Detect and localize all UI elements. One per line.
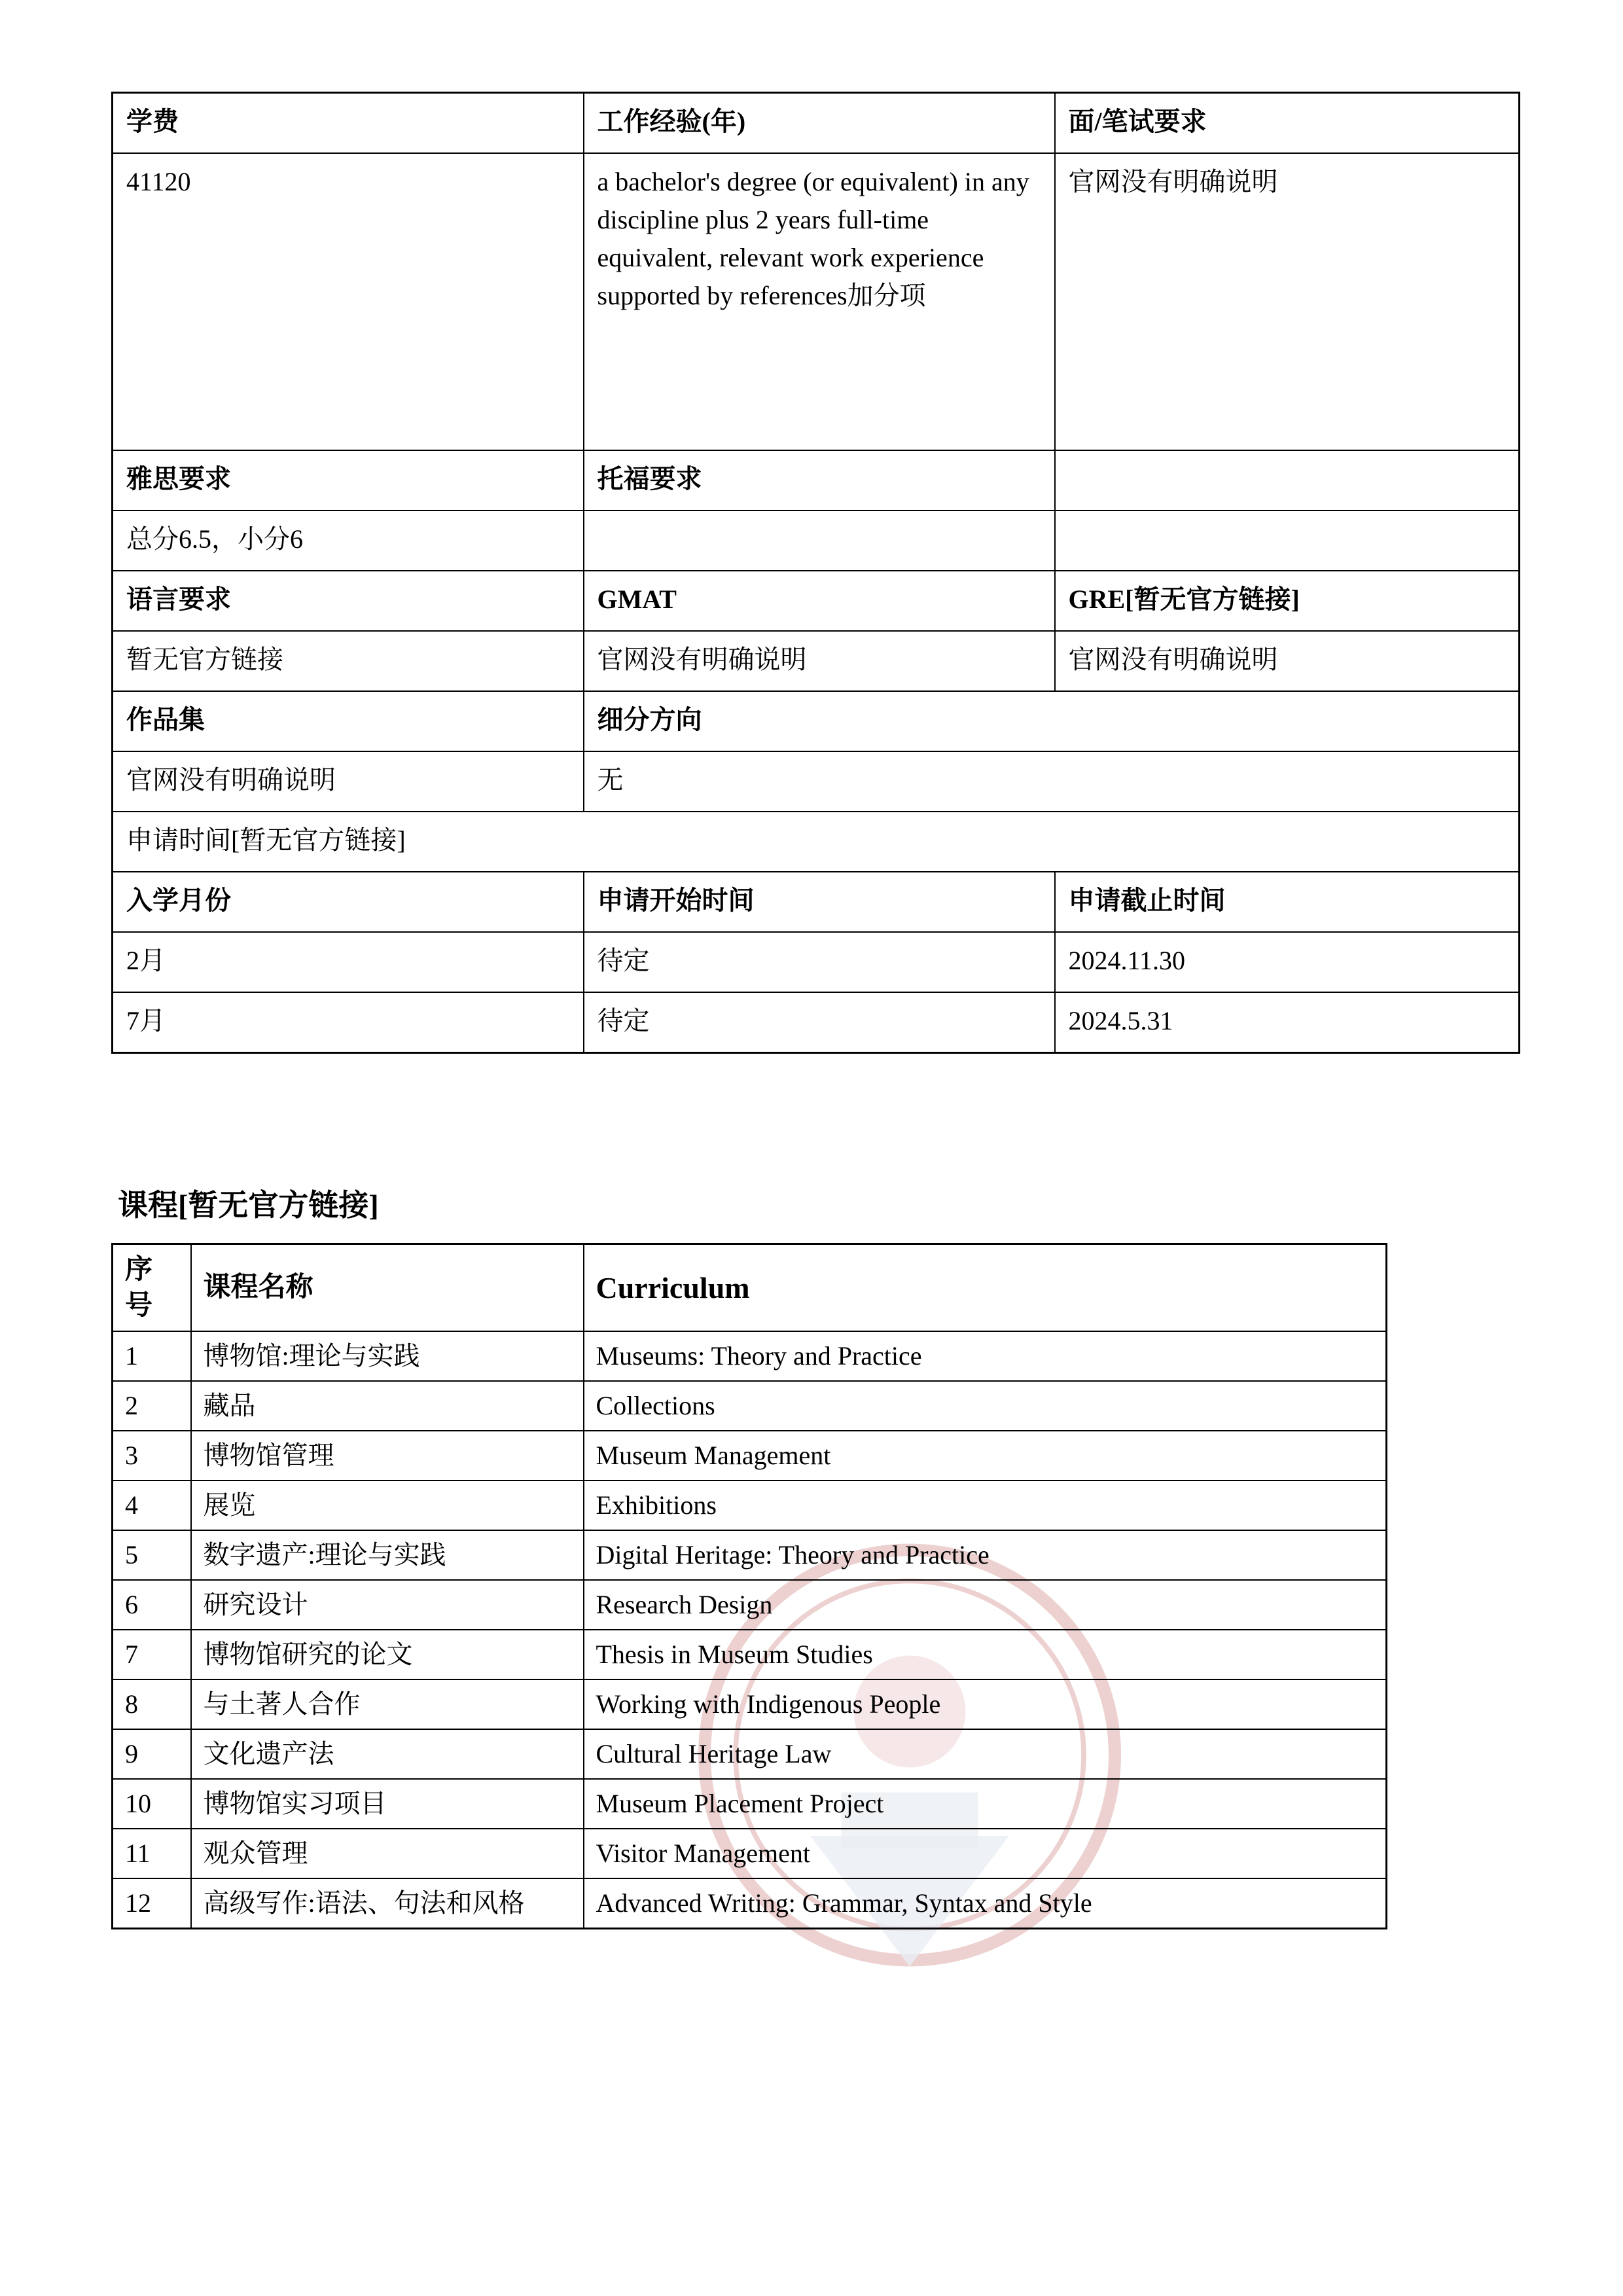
table-header-row [113, 1244, 1387, 1332]
course-name-cn: 数字遗产:理论与实践 [191, 1530, 584, 1580]
course-no: 8 [113, 1679, 191, 1729]
intake-start-2: 待定 [584, 992, 1055, 1053]
table-row [113, 1530, 1387, 1580]
course-no: 7 [113, 1630, 191, 1679]
header-application-deadline: 申请截止时间 [1055, 872, 1520, 932]
table-row [113, 691, 1520, 751]
course-name-en: Digital Heritage: Theory and Practice [584, 1530, 1387, 1580]
course-name-en: Thesis in Museum Studies [584, 1630, 1387, 1679]
table-row [113, 1729, 1387, 1779]
value-portfolio: 官网没有明确说明 [113, 751, 584, 812]
header-toefl: 托福要求 [584, 450, 1055, 511]
value-specialization: 无 [584, 751, 1520, 812]
course-name-en: Museums: Theory and Practice [584, 1331, 1387, 1381]
table-row [113, 1480, 1387, 1530]
course-name-en: Cultural Heritage Law [584, 1729, 1387, 1779]
header-specialization: 细分方向 [584, 691, 1520, 751]
table-row [113, 93, 1520, 154]
header-portfolio: 作品集 [113, 691, 584, 751]
curriculum-table [111, 1243, 1387, 1929]
table-row [113, 932, 1520, 992]
course-name-en: Museum Placement Project [584, 1779, 1387, 1829]
header-language-requirement: 语言要求 [113, 571, 584, 631]
table-row [113, 153, 1520, 450]
course-no: 11 [113, 1829, 191, 1878]
header-intake-month: 入学月份 [113, 872, 584, 932]
table-row [113, 511, 1520, 571]
value-work-experience: a bachelor's degree (or equivalent) in any discipline plus 2 years full-time equivalent, relevant work experience supported by references加分项 [584, 153, 1055, 450]
value-empty-1 [1055, 511, 1520, 571]
value-interview-requirement: 官网没有明确说明 [1055, 153, 1520, 450]
table-row [113, 1630, 1387, 1679]
course-no: 9 [113, 1729, 191, 1779]
table-row [113, 812, 1520, 872]
course-name-cn: 文化遗产法 [191, 1729, 584, 1779]
course-name-en: Working with Indigenous People [584, 1679, 1387, 1729]
curriculum-section-title: 课程[暂无官方链接] [118, 1189, 379, 1222]
course-no: 5 [113, 1530, 191, 1580]
course-name-en: Advanced Writing: Grammar, Syntax and Style [584, 1878, 1387, 1929]
header-interview-requirement: 面/笔试要求 [1055, 93, 1520, 154]
course-name-cn: 高级写作:语法、句法和风格 [191, 1878, 584, 1929]
course-no: 12 [113, 1878, 191, 1929]
table-row [113, 1829, 1387, 1878]
table-row [113, 571, 1520, 631]
course-name-cn: 与土著人合作 [191, 1679, 584, 1729]
value-tuition: 41120 [113, 153, 584, 450]
course-name-en: Collections [584, 1381, 1387, 1431]
course-name-cn: 博物馆管理 [191, 1431, 584, 1480]
header-application-open: 申请开始时间 [584, 872, 1055, 932]
course-no: 10 [113, 1779, 191, 1829]
header-course-name-en: Curriculum [584, 1244, 1387, 1332]
table-row [113, 1580, 1387, 1630]
value-ielts: 总分6.5，小分6 [113, 511, 584, 571]
course-no: 6 [113, 1580, 191, 1630]
table-row [113, 992, 1520, 1053]
course-name-cn: 观众管理 [191, 1829, 584, 1878]
intake-month-2: 7月 [113, 992, 584, 1053]
intake-deadline-2: 2024.5.31 [1055, 992, 1520, 1053]
header-ielts: 雅思要求 [113, 450, 584, 511]
header-empty-1 [1055, 450, 1520, 511]
header-course-no: 序号 [113, 1244, 191, 1332]
intake-month-1: 2月 [113, 932, 584, 992]
course-name-en: Museum Management [584, 1431, 1387, 1480]
table-row [113, 1381, 1387, 1431]
course-no: 1 [113, 1331, 191, 1381]
course-no: 4 [113, 1480, 191, 1530]
table-row [113, 1878, 1387, 1929]
course-name-en: Exhibitions [584, 1480, 1387, 1530]
course-no: 3 [113, 1431, 191, 1480]
course-name-cn: 研究设计 [191, 1580, 584, 1630]
course-name-en: Visitor Management [584, 1829, 1387, 1878]
table-row [113, 872, 1520, 932]
header-course-name-cn: 课程名称 [191, 1244, 584, 1332]
course-name-cn: 博物馆实习项目 [191, 1779, 584, 1829]
course-name-en: Research Design [584, 1580, 1387, 1630]
course-name-cn: 博物馆:理论与实践 [191, 1331, 584, 1381]
header-gmat: GMAT [584, 571, 1055, 631]
label-application-time: 申请时间[暂无官方链接] [113, 812, 1520, 872]
table-row [113, 1779, 1387, 1829]
course-name-cn: 藏品 [191, 1381, 584, 1431]
value-gmat: 官网没有明确说明 [584, 631, 1055, 691]
header-gre: GRE[暂无官方链接] [1055, 571, 1520, 631]
header-tuition: 学费 [113, 93, 584, 154]
intake-deadline-1: 2024.11.30 [1055, 932, 1520, 992]
course-no: 2 [113, 1381, 191, 1431]
course-name-cn: 展览 [191, 1480, 584, 1530]
table-row [113, 450, 1520, 511]
course-name-cn: 博物馆研究的论文 [191, 1630, 584, 1679]
table-row [113, 751, 1520, 812]
header-work-experience: 工作经验(年) [584, 93, 1055, 154]
value-gre: 官网没有明确说明 [1055, 631, 1520, 691]
value-toefl [584, 511, 1055, 571]
value-language-requirement: 暂无官方链接 [113, 631, 584, 691]
table-row [113, 1679, 1387, 1729]
table-row [113, 631, 1520, 691]
intake-start-1: 待定 [584, 932, 1055, 992]
program-info-table [111, 92, 1520, 1054]
table-row [113, 1431, 1387, 1480]
table-row [113, 1331, 1387, 1381]
